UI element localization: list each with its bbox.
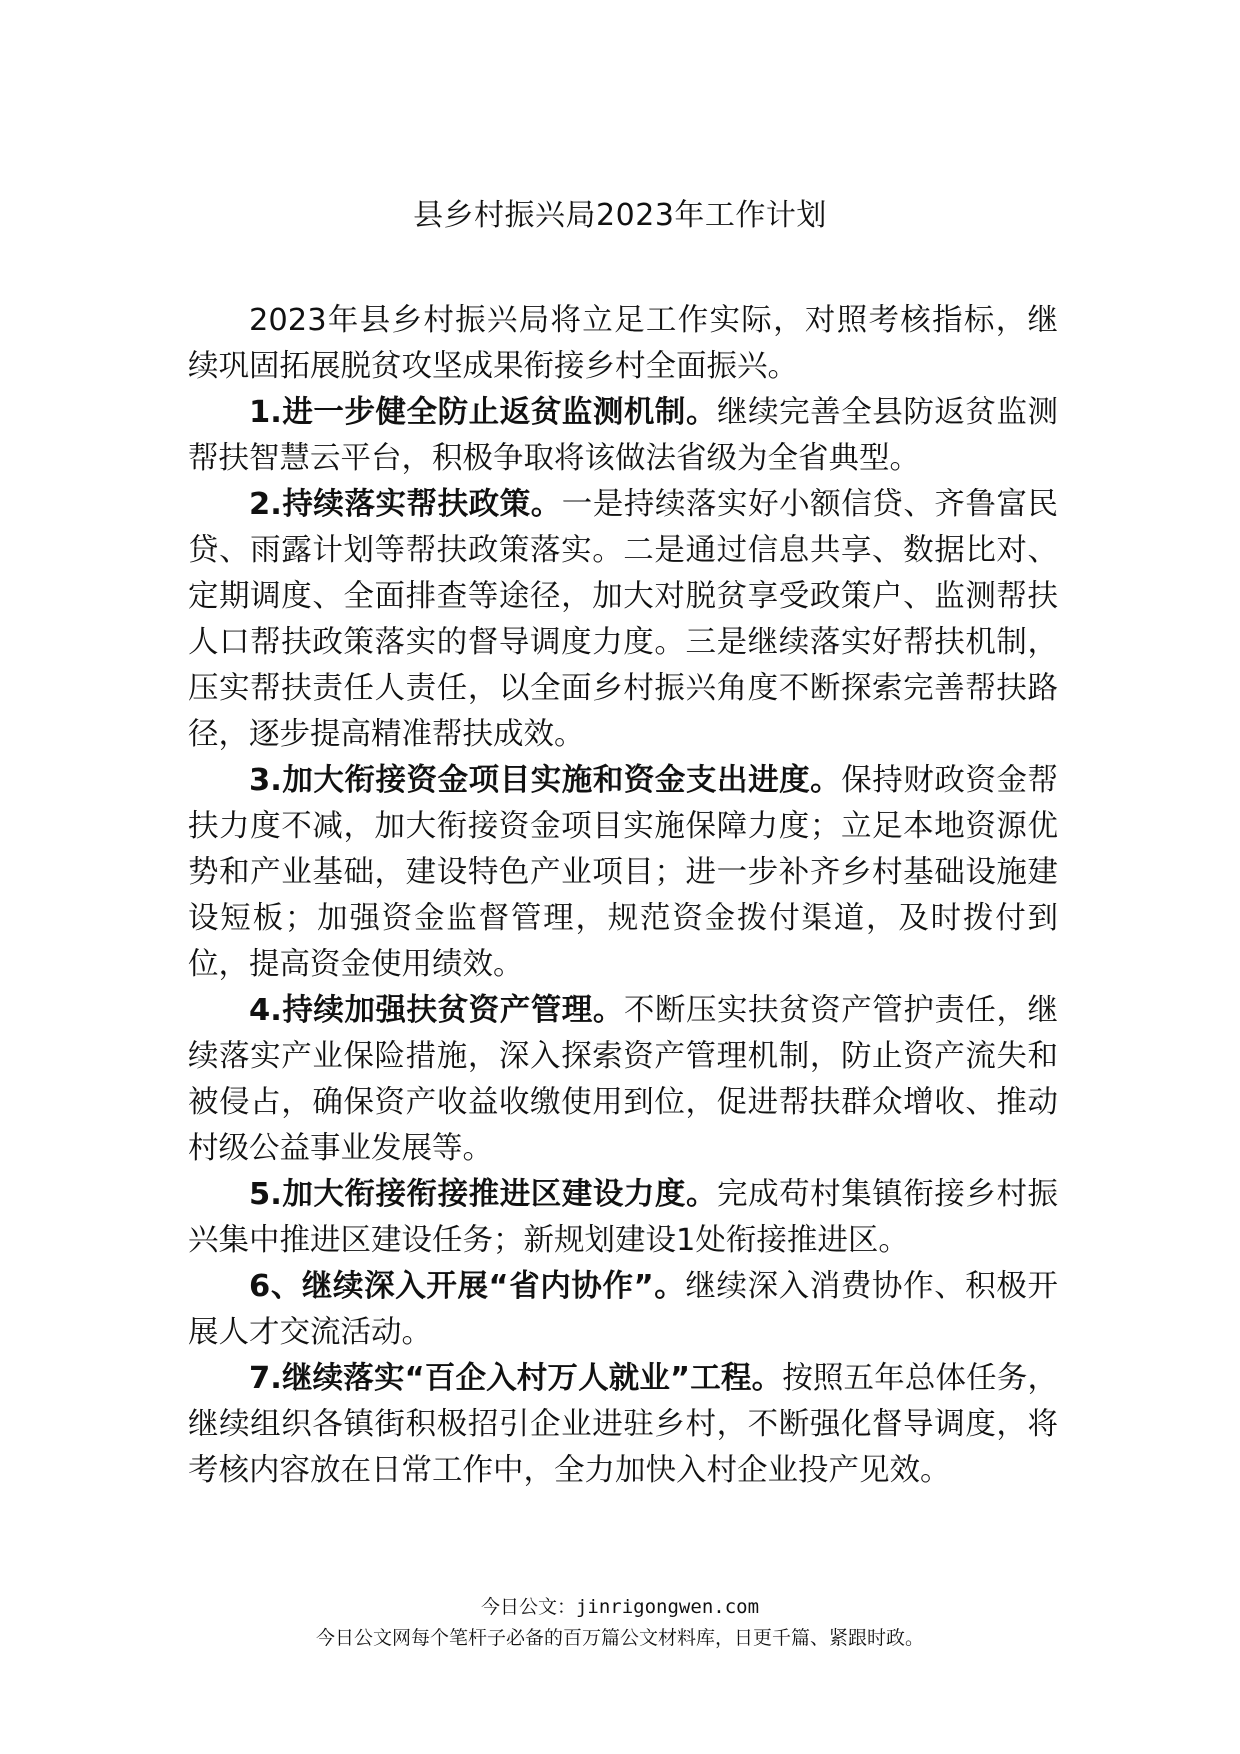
item-text: 继续完善全县防返贫监测帮扶智慧云平台，积极争取将该做法省级为全省典型。: [188, 395, 1059, 476]
item-text: 一是持续落实好小额信贷、齐鲁富民贷、雨露计划等帮扶政策落实。二是通过信息共享、数据比对、定期调度、全面排查等途径，加大对脱贫享受政策户、监测帮扶人口帮扶政策落实的督导调度力度。三是继续落实好帮扶机制，压实帮扶责任人责任，以全面乡村振兴角度不断探索完善帮扶路径，逐步提高精准帮扶成效。: [188, 487, 1059, 752]
item-text: 继续深入消费协作、积极开展人才交流活动。: [188, 1269, 1059, 1350]
document-body: [188, 298, 1058, 1494]
item-heading: 6、继续深入开展“省内协作”。: [249, 1269, 686, 1304]
item-paragraph-7: [188, 1356, 1058, 1494]
item-heading: 1.进一步健全防止返贫监测机制。: [249, 395, 718, 430]
item-paragraph-1: [188, 390, 1058, 482]
item-paragraph-3: [188, 758, 1058, 988]
item-paragraph-6: [188, 1264, 1058, 1356]
item-text: 保持财政资金帮扶力度不减，加大衔接资金项目实施保障力度；立足本地资源优势和产业基础，建设特色产业项目；进一步补齐乡村基础设施建设短板；加强资金监督管理，规范资金拨付渠道，及时拨付到位，提高资金使用绩效。: [188, 763, 1059, 982]
item-text: 完成苟村集镇衔接乡村振兴集中推进区建设任务；新规划建设1处衔接推进区。: [188, 1177, 1059, 1258]
item-heading: 7.继续落实“百企入村万人就业”工程。: [249, 1361, 783, 1396]
footer-site-line: [0, 1593, 1240, 1621]
item-text: 不断压实扶贫资产管护责任，继续落实产业保险措施，深入探索资产管理机制，防止资产流失和被侵占，确保资产收益收缴使用到位，促进帮扶群众增收、推动村级公益事业发展等。: [188, 993, 1059, 1166]
document-title: 县乡村振兴局2023年工作计划: [413, 198, 827, 233]
footer-site-label: 今日公文：: [480, 1596, 576, 1618]
item-paragraph-4: [188, 988, 1058, 1172]
footer-url-link[interactable]: jinrigongwen.com: [575, 1596, 760, 1618]
footer-tagline: 今日公文网每个笔杆子必备的百万篇公文材料库，日更千篇、紧跟时政。: [315, 1627, 924, 1649]
item-text: 按照五年总体任务，继续组织各镇街积极招引企业进驻乡村，不断强化督导调度，将考核内容放在日常工作中，全力加快入村企业投产见效。: [188, 1361, 1058, 1488]
item-heading: 4.持续加强扶贫资产管理。: [249, 993, 624, 1028]
item-heading: 2.持续落实帮扶政策。: [249, 487, 562, 522]
item-heading: 3.加大衔接资金项目实施和资金支出进度。: [249, 763, 842, 798]
item-heading: 5.加大衔接衔接推进区建设力度。: [249, 1177, 718, 1212]
intro-paragraph: 2023年县乡村振兴局将立足工作实际，对照考核指标，继续巩固拓展脱贫攻坚成果衔接乡村全面振兴。: [188, 303, 1058, 384]
item-paragraph-2: [188, 482, 1058, 758]
item-paragraph-5: [188, 1172, 1058, 1264]
